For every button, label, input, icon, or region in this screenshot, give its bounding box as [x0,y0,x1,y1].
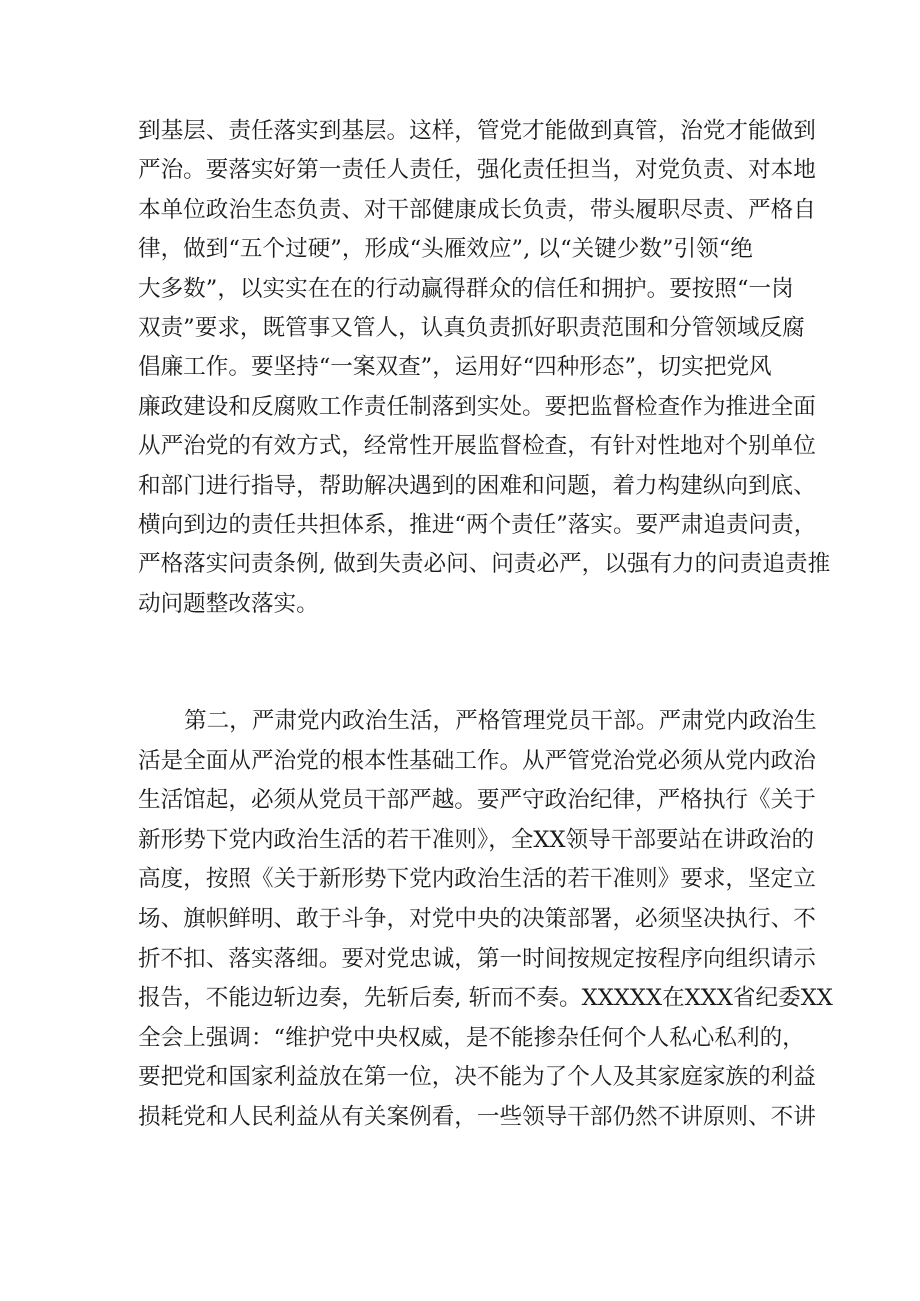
text-line: 损耗党和人民利益从有关案例看，一些领导干部仍然不讲原则、不讲 [138,1103,816,1130]
text-line: 折不扣、落实落细。要对党忠诚，第一时间按规定按程序向组织请示 [138,945,816,972]
text-line: 双责”要求，既管事又管人，认真负责抓好职责范围和分管领域反腐 [138,314,805,341]
text-line: 动问题整改落实。 [138,590,319,617]
text-line: 高度，按照《关于新形势下党内政治生活的若干准则》要求，坚定立 [138,866,816,893]
text-line: 和部门进行指导，帮助解决遇到的困难和问题，着力构建纵向到底、 [138,472,816,499]
paragraph-2 [138,702,833,1138]
text-line: 律，做到“五个过硬”，形成“头雁效应”, 以“关键少数”引领“绝 [138,236,753,263]
text-line-indented: 第二，严肃党内政治生活，严格管理党员干部。严肃党内政治生 [184,708,817,734]
text-line: 要把党和国家利益放在第一位，决不能为了个人及其家庭家族的利益 [138,1064,816,1091]
text-line: 全会上强调：“维护党中央权威，是不能掺杂任何个人私心私利的， [138,1024,805,1051]
paragraph-1 [138,112,831,624]
text-line: 严格落实问责条例, 做到失责必问、问责必严，以强有力的问责追责推 [138,551,831,578]
text-line: 新形势下党内政治生活的若干准则》，全XX领导干部要站在讲政治的 [138,826,815,853]
text-line: 到基层、责任落实到基层。这样，管党才能做到真管，治党才能做到 [138,118,816,144]
text-line: 从严治党的有效方式，经常性开展监督检查，有针对性地对个别单位 [138,433,816,460]
text-line: 横向到边的责任共担体系，推进“两个责任”落实。要严肃追责问责， [138,511,817,538]
text-line: 大多数”，以实实在在的行动赢得群众的信任和拥护。要按照“一岗 [138,275,794,302]
text-line: 廉政建设和反腐败工作责任制落到实处。要把监督检查作为推进全面 [138,393,816,420]
text-line: 本单位政治生态负责、对干部健康成长负责，带头履职尽责、严格自 [138,196,816,223]
text-line: 生活馆起，必须从党员干部严越。要严守政治纪律，严格执行《关于 [138,787,816,814]
text-line: 倡廉工作。要坚持“一案双查”，运用好“四种形态”，切实把党风 [138,354,772,381]
text-line: 场、旗帜鲜明、敢于斗争，对党中央的决策部署，必须坚决执行、不 [138,905,816,932]
text-line: 严治。要落实好第一责任人责任，强化责任担当，对党负责、对本地 [138,157,816,184]
text-line: 报告，不能边斩边奏，先斩后奏, 斩而不奏。XXXXX在XXX省纪委XX [138,985,833,1012]
text-line: 活是全面从严治党的根本性基础工作。从严管党治党必须从党内政治 [138,747,816,774]
